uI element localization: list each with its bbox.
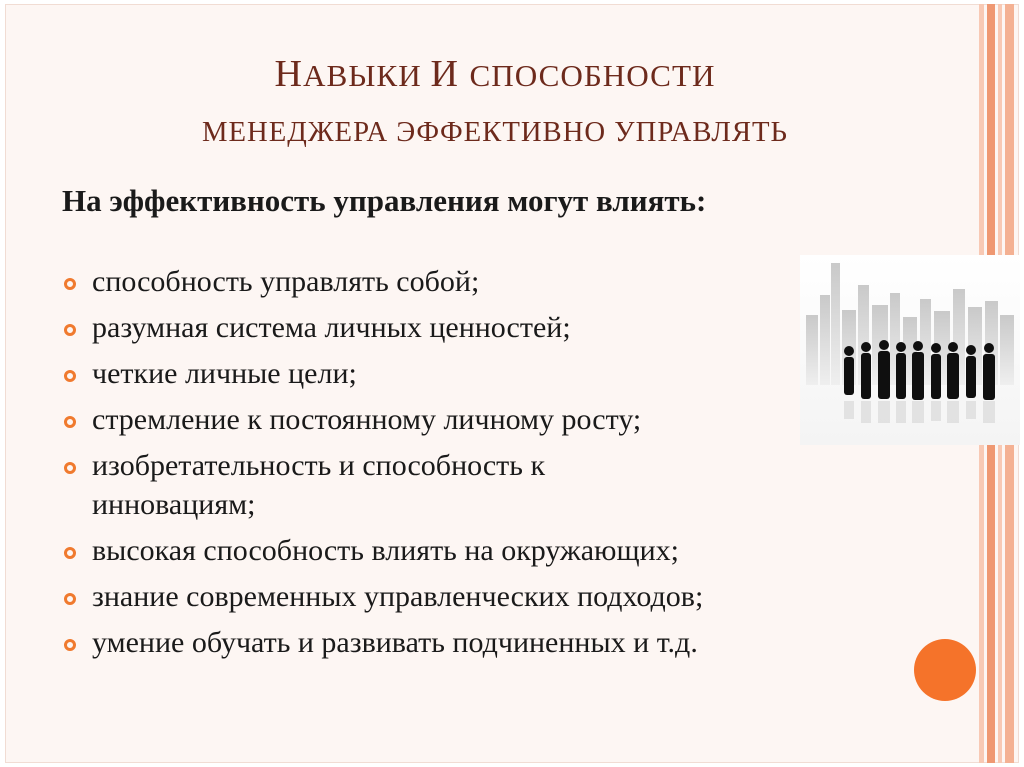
title-text-segment: МЕНЕДЖЕРА ЭФФЕКТИВНО УПРАВЛЯТЬ	[202, 116, 788, 148]
bullet-circle-icon	[64, 324, 76, 336]
bullet-text: четкие личные цели;	[92, 357, 357, 390]
slide-title-line-1	[20, 52, 970, 96]
bullet-item	[62, 623, 862, 662]
bullet-item	[62, 354, 892, 393]
bullet-item	[62, 400, 892, 439]
bullet-circle-icon	[64, 278, 76, 290]
intro-text: На эффективность управления могут влиять:	[62, 183, 707, 218]
bullet-text: разумная система личных ценностей;	[92, 311, 571, 344]
bullet-item	[62, 577, 892, 616]
bullet-text: знание современных управленческих подходов;	[92, 580, 704, 613]
bullet-text: умение обучать и развивать подчиненных и т.д.	[92, 626, 698, 659]
city-silhouette-people-image	[800, 255, 1020, 445]
bullet-text: изобретательность и способность к инновациям;	[92, 449, 546, 521]
bullet-circle-icon	[64, 639, 76, 651]
bullet-list	[62, 262, 892, 669]
title-text-segment: И	[430, 53, 470, 95]
slide-title-line-2	[20, 110, 970, 150]
bullet-circle-icon	[64, 462, 76, 474]
title-text-segment: АВЫКИ	[302, 58, 431, 93]
bullet-text: способность управлять собой;	[92, 265, 480, 298]
orange-circle-icon	[914, 639, 976, 701]
title-text-segment: СПОСОБНОСТИ	[469, 58, 716, 93]
bullet-item	[62, 531, 892, 570]
bullet-circle-icon	[64, 370, 76, 382]
bullet-item	[62, 446, 682, 524]
bullet-item	[62, 262, 892, 301]
bullet-item	[62, 308, 892, 347]
bullet-circle-icon	[64, 593, 76, 605]
bullet-circle-icon	[64, 416, 76, 428]
bullet-circle-icon	[64, 547, 76, 559]
bullet-text: высокая способность влиять на окружающих;	[92, 534, 679, 567]
title-text-segment: Н	[274, 53, 303, 95]
bullet-text: стремление к постоянному личному росту;	[92, 403, 642, 436]
